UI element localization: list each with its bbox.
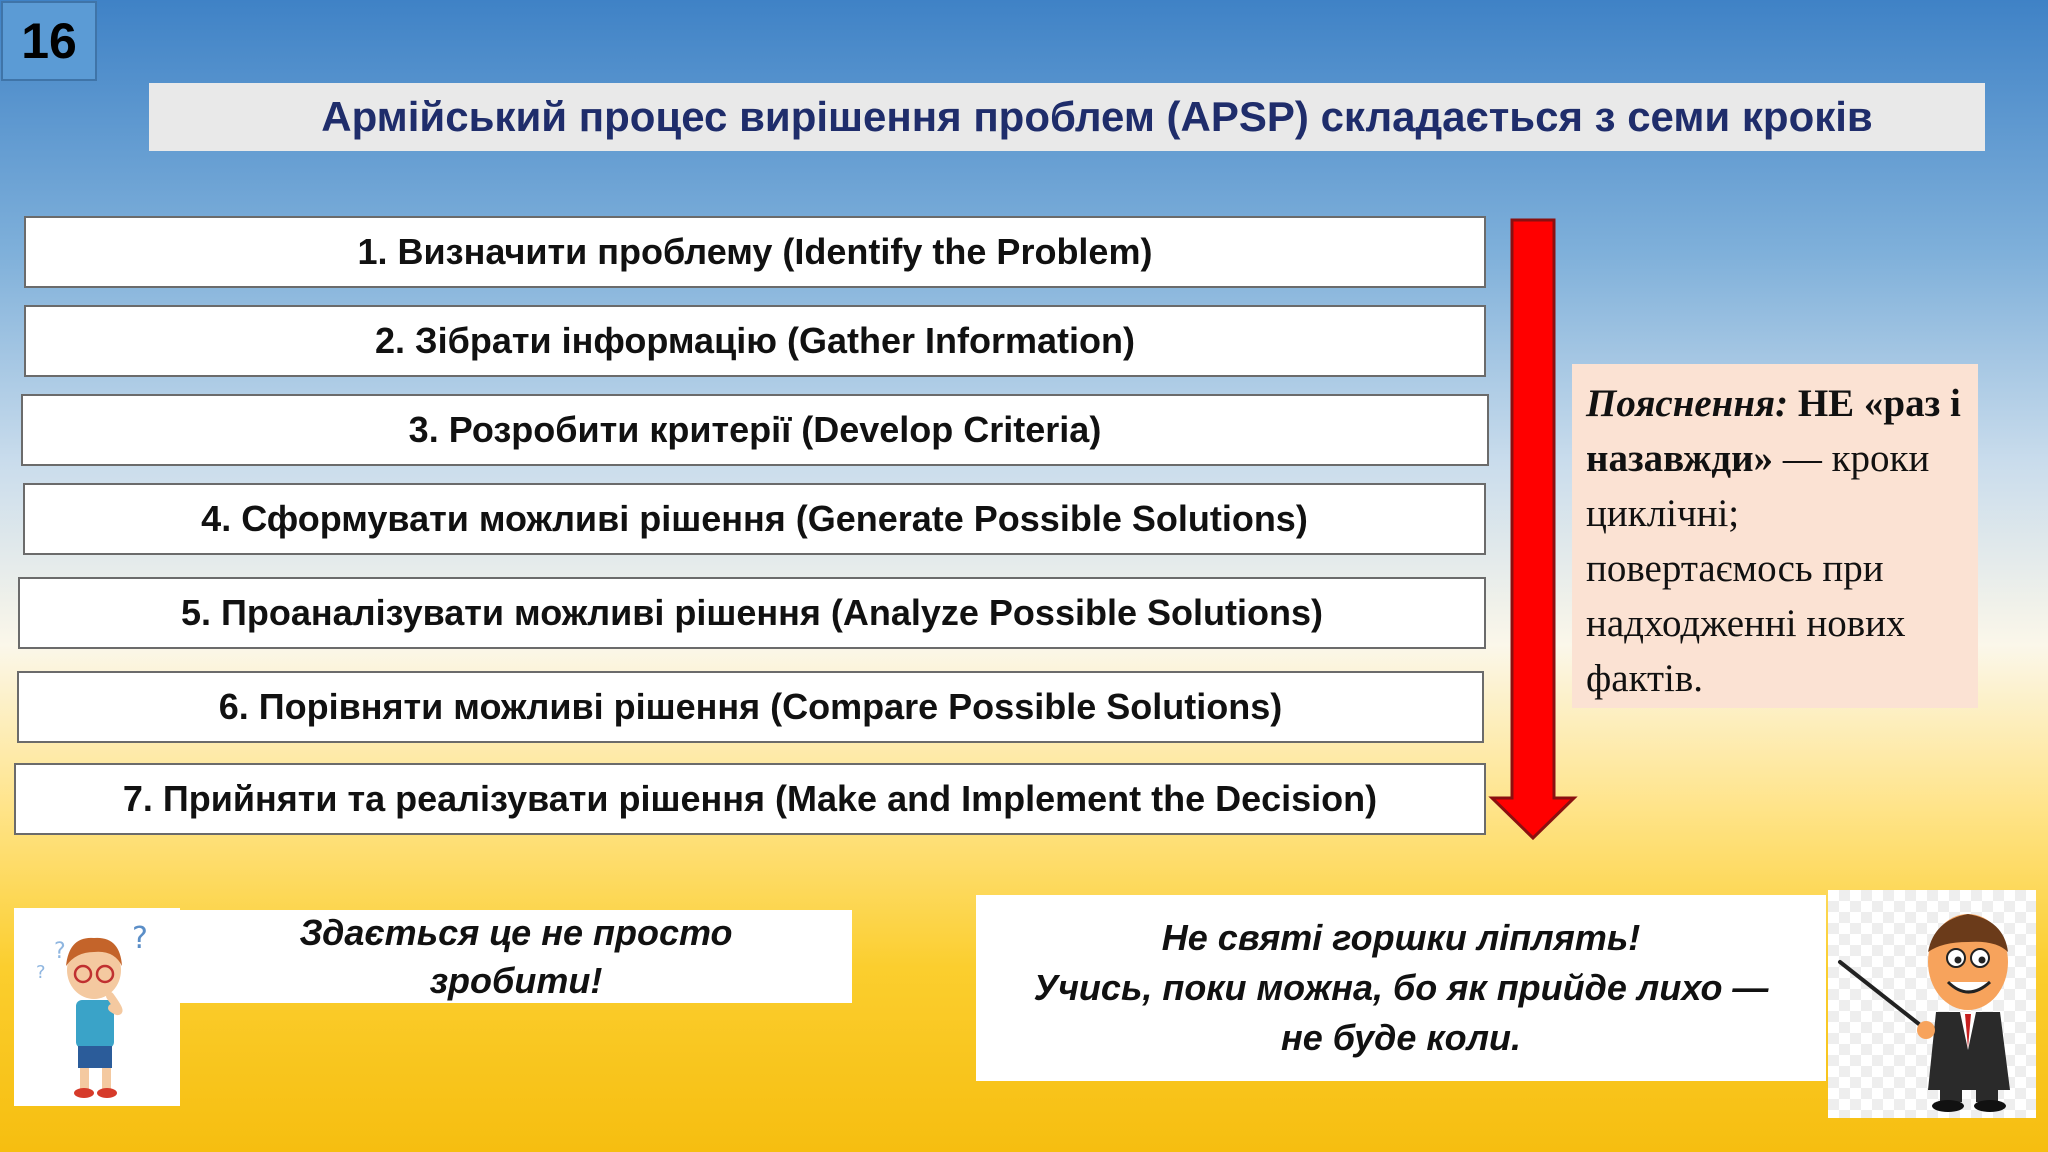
right-bubble-line-3: не буде коли.	[1280, 1017, 1522, 1058]
note-text: — кроки циклічні; повертаємось при надходженні нових фактів.	[1586, 437, 1930, 700]
step-4: 4. Сформувати можливі рішення (Generate Possible Solutions)	[23, 483, 1486, 555]
step-2: 2. Зібрати інформацію (Gather Information)	[24, 305, 1486, 377]
svg-text:?: ?	[54, 939, 66, 964]
thinking-kid-icon	[14, 908, 180, 1106]
left-speech-bubble	[180, 910, 852, 1003]
right-bubble-line-1: Не святі горшки ліплять!	[1161, 917, 1641, 958]
step-3: 3. Розробити критерії (Develop Criteria)	[21, 394, 1489, 466]
teacher-pointer-icon	[1828, 890, 2036, 1118]
right-bubble-line-2: Учись, поки можна, бо як прийде лихо —	[1033, 967, 1769, 1008]
slide-number: 16	[1, 1, 97, 81]
explanation-note	[1572, 364, 1978, 708]
svg-text:?: ?	[36, 962, 46, 983]
left-bubble-line-2: зробити!	[429, 959, 603, 1001]
down-arrow-icon	[1488, 218, 1578, 840]
thinking-kid-illustration	[14, 908, 180, 1106]
left-bubble-line-1: Здається це не просто	[299, 911, 733, 953]
slide-title: Армійський процес вирішення проблем (APSP) складається з семи кроків	[149, 83, 1985, 151]
step-5: 5. Проаналізувати можливі рішення (Analyze Possible Solutions)	[18, 577, 1486, 649]
step-7: 7. Прийняти та реалізувати рішення (Make and Implement the Decision)	[14, 763, 1486, 835]
step-1: 1. Визначити проблему (Identify the Problem)	[24, 216, 1486, 288]
step-6: 6. Порівняти можливі рішення (Compare Possible Solutions)	[17, 671, 1484, 743]
note-emphasis: НЕ «раз і назавжди»	[1586, 382, 1961, 480]
svg-text:?: ?	[132, 921, 148, 956]
right-speech-bubble	[976, 895, 1826, 1081]
teacher-illustration	[1828, 890, 2036, 1118]
note-lead: Пояснення:	[1586, 382, 1789, 425]
